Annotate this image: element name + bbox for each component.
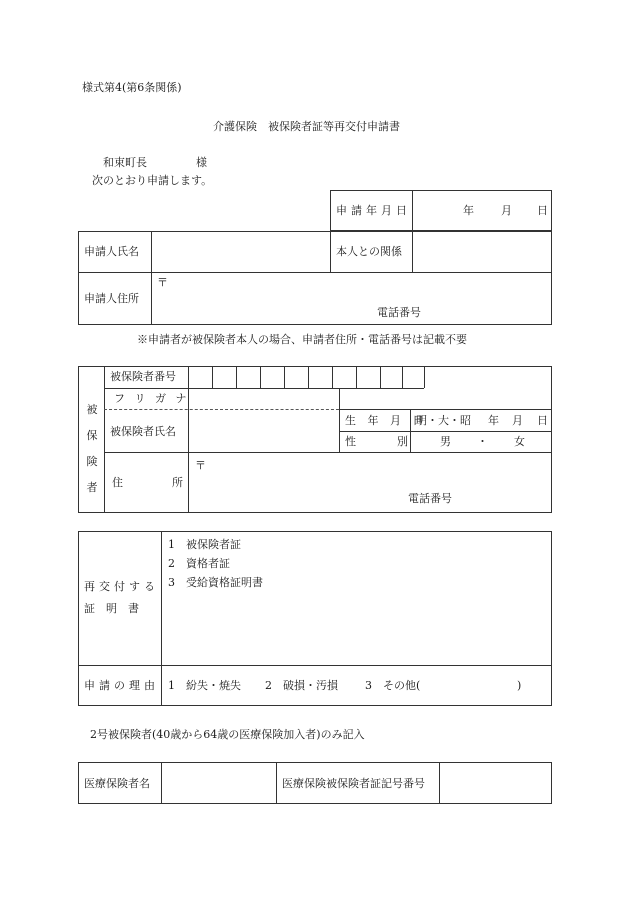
applicant-postal-mark: 〒 (157, 276, 168, 289)
insured-number-label: 被保険者番号 (110, 370, 176, 383)
reissue-doc-label-2: 証 明 書 (84, 602, 139, 615)
furigana-label: フ リ ガ ナ (114, 392, 190, 405)
era-options[interactable]: 明・大・昭 (416, 414, 471, 427)
reissue-doc-label-1: 再交付する (84, 580, 159, 593)
insurer-name-label: 医療保険者名 (84, 777, 150, 790)
symbol-number-field[interactable] (440, 763, 551, 803)
date-year-label[interactable]: 年 (463, 204, 474, 217)
insured-name-field[interactable] (189, 410, 339, 452)
symbol-number-label: 医療保険被保険者証記号番号 (282, 777, 425, 790)
gender-dot: ・ (477, 435, 488, 448)
applicant-name-field[interactable] (152, 232, 329, 271)
intro-text: 次のとおり申請します。 (92, 174, 213, 187)
applicant-name-label: 申請人氏名 (84, 245, 139, 258)
form-number: 様式第4(第6条関係) (82, 81, 182, 94)
relation-field[interactable] (413, 232, 551, 271)
gender-female[interactable]: 女 (514, 435, 525, 448)
insured-address-label-2: 所 (172, 476, 183, 489)
gender-label-2: 別 (397, 435, 408, 448)
birth-day-label[interactable]: 日 (537, 414, 548, 427)
reason-other-field[interactable] (430, 676, 514, 696)
birth-date-label: 生 年 月 日 (345, 414, 428, 427)
birth-month-label[interactable]: 月 (512, 414, 523, 427)
insured-address-label: 住 (112, 476, 123, 489)
addressee: 和束町長 (103, 156, 147, 169)
reason-option-2[interactable]: 2 破損・汚損 (265, 679, 338, 692)
date-label: 申請年月日 (336, 204, 411, 217)
insured-postal-mark: 〒 (195, 459, 206, 472)
honorific: 様 (196, 156, 207, 169)
reason-close-paren: ) (517, 679, 522, 692)
relation-label: 本人との関係 (336, 245, 402, 258)
gender-male[interactable]: 男 (440, 435, 451, 448)
reason-label: 申請の理由 (84, 679, 159, 692)
applicant-note: ※申請者が被保険者本人の場合、申請者住所・電話番号は記載不要 (137, 333, 467, 346)
reason-option-1[interactable]: 1 紛失・焼失 (168, 679, 241, 692)
insured-name-label: 被保険者氏名 (110, 425, 176, 438)
insured-side-label: 被 保 険 者 (86, 403, 98, 494)
date-day-label[interactable]: 日 (537, 204, 548, 217)
furigana-field[interactable] (189, 389, 339, 409)
insurer-name-field[interactable] (162, 763, 275, 803)
date-month-label[interactable]: 月 (501, 204, 512, 217)
secondary-note: 2号被保険者(40歳から64歳の医療保険加入者)のみ記入 (90, 728, 365, 741)
reissue-option-3[interactable]: 3 受給資格証明書 (168, 576, 263, 589)
applicant-phone-label: 電話番号 (377, 306, 421, 319)
reissue-option-2[interactable]: 2 資格者証 (168, 557, 230, 570)
gender-label: 性 (345, 435, 356, 448)
insured-address-field[interactable] (189, 453, 551, 512)
applicant-address-label: 申請人住所 (84, 292, 139, 305)
applicant-address-field[interactable] (152, 273, 551, 324)
birth-year-label[interactable]: 年 (488, 414, 499, 427)
insured-phone-label: 電話番号 (408, 492, 452, 505)
reason-option-3[interactable]: 3 その他( (365, 679, 421, 692)
reissue-option-1[interactable]: 1 被保険者証 (168, 538, 241, 551)
page-title: 介護保険 被保険者証等再交付申請書 (213, 120, 400, 133)
